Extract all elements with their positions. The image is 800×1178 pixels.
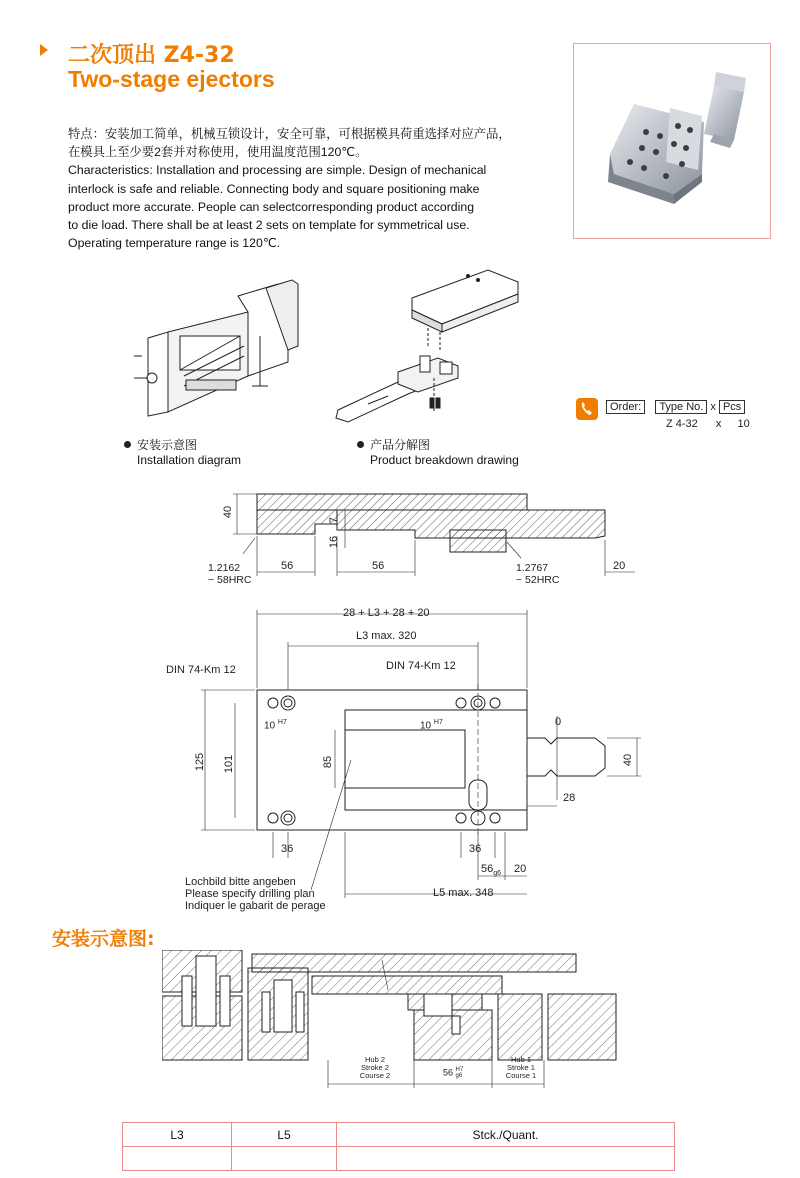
breakdown-caption-cn: 产品分解图 (370, 438, 431, 452)
quantity-table (122, 1122, 675, 1171)
top-dim-125: 125 (194, 752, 207, 772)
top-dim-36-right: 36 (469, 843, 482, 855)
top-dim-l3: L3 max. 320 (356, 630, 417, 642)
hub2-en: Stroke 2 (361, 1063, 389, 1072)
desc-cn-line: 在模具上至少要2套并对称使用，使用温度范围120℃。 (68, 145, 368, 160)
l3-input-cell[interactable] (123, 1147, 232, 1171)
breakdown-caption-en: Product breakdown drawing (370, 453, 519, 467)
drilling-note-de: Lochbild bitte angeben (185, 876, 296, 888)
top-dim-20: 20 (514, 863, 527, 875)
table-header-row (123, 1123, 675, 1147)
quant-input-cell[interactable] (337, 1147, 675, 1171)
order-row (606, 400, 745, 414)
title-arrow-icon (40, 44, 48, 56)
install-tol-h7: H7 (455, 1067, 464, 1073)
hub2-fr: Course 2 (359, 1071, 391, 1080)
top-dim-total: 28 + L3 + 28 + 20 (343, 607, 430, 619)
hub1-fr: Course 1 (505, 1071, 537, 1080)
install-dim-56 (443, 1067, 463, 1079)
top-dim-56-value: 56 (481, 863, 494, 875)
table-row (123, 1147, 675, 1171)
top-dim-56-tol: g6 (493, 870, 502, 878)
hub2-label (352, 1056, 398, 1080)
type-no-label: Type No. (655, 400, 707, 414)
side-dim-7: 7 (328, 516, 341, 524)
top-view-drawing (195, 600, 645, 900)
top-dim-l5: L5 max. 348 (433, 887, 494, 899)
title-cn: 二次顶出 Z4-32 (68, 43, 235, 68)
ejector-photo-icon (574, 44, 770, 238)
hub1-en: Stroke 1 (507, 1063, 535, 1072)
breakdown-caption (357, 438, 519, 468)
material-right-hrc: ~ 52HRC (516, 574, 560, 586)
desc-en-line: to die load. There shall be at least 2 sets on template for symmetrical use. (68, 218, 470, 233)
order-values (666, 418, 750, 430)
material-left-code: 1.2162 (208, 562, 241, 574)
description (68, 125, 528, 252)
product-photo (573, 43, 771, 239)
order-x: x (715, 418, 722, 430)
desc-en-line: Characteristics: Installation and processing are simple. Design of mechanical (68, 163, 487, 178)
bore-right-label (420, 719, 443, 731)
type-no-value: Z 4-32 (666, 418, 698, 430)
bore-left-label (264, 719, 287, 731)
desc-cn-line: 特点：安装加工简单，机械互锁设计，安全可靠，可根据模具荷重选择对应产品， (68, 127, 511, 141)
desc-en-line: interlock is safe and reliable. Connecting body and square positioning make (68, 181, 480, 196)
side-view-drawing (195, 480, 635, 590)
phone-icon (576, 398, 598, 420)
installation-caption (124, 438, 241, 468)
installation-caption-cn: 安装示意图 (137, 438, 198, 452)
install-tol-g6: g6 (455, 1073, 463, 1079)
hub1-de: Hub 1 (510, 1055, 531, 1064)
install-section-title: 安装示意图: (52, 928, 155, 950)
side-dim-56-mid: 56 (372, 560, 385, 572)
top-dim-56 (481, 863, 501, 877)
side-dim-16: 16 (328, 535, 341, 549)
material-left (208, 562, 251, 586)
drilling-note-fr: Indiquer le gabarit de perage (185, 900, 326, 912)
hub2-de: Hub 2 (364, 1055, 385, 1064)
top-dim-36-left: 36 (281, 843, 294, 855)
bullet-icon (357, 441, 364, 448)
col-header-l5: L5 (232, 1123, 337, 1147)
side-dim-56-left: 56 (281, 560, 294, 572)
bore-right-value: 10 (420, 720, 432, 732)
desc-en-line: product more accurate. People can selectcorresponding product according (68, 199, 475, 214)
material-right-code: 1.2767 (516, 562, 549, 574)
top-dim-40: 40 (622, 753, 635, 767)
pcs-label: Pcs (719, 400, 745, 414)
installation-caption-en: Installation diagram (137, 453, 242, 467)
bullet-icon (124, 441, 131, 448)
install-dim-56-value: 56 (443, 1067, 454, 1078)
installation-diagram (128, 276, 308, 436)
l5-input-cell[interactable] (232, 1147, 337, 1171)
din-right-label: DIN 74-Km 12 (386, 660, 456, 672)
top-dim-0: 0 (555, 716, 562, 728)
desc-en-line: Operating temperature range is 120℃. (68, 236, 281, 251)
drilling-note-en: Please specify drilling plan (185, 888, 315, 900)
order-x: x (710, 401, 716, 413)
top-dim-85: 85 (322, 755, 335, 769)
material-left-hrc: ~ 58HRC (208, 574, 252, 586)
side-dim-20: 20 (613, 560, 626, 572)
hub1-label (498, 1056, 544, 1080)
bore-left-value: 10 (264, 720, 276, 732)
bore-right-tol: H7 (433, 719, 443, 726)
material-right (516, 562, 559, 586)
top-dim-101: 101 (223, 754, 236, 774)
drilling-note (185, 876, 326, 912)
bore-left-tol: H7 (277, 719, 287, 726)
din-left-label: DIN 74-Km 12 (166, 664, 236, 676)
col-header-quant: Stck./Quant. (337, 1123, 675, 1147)
top-dim-28: 28 (563, 792, 576, 804)
breakdown-drawing (328, 262, 528, 432)
order-label: Order: (606, 400, 645, 414)
side-dim-40: 40 (222, 505, 235, 519)
col-header-l3: L3 (123, 1123, 232, 1147)
pcs-value: 10 (737, 418, 750, 430)
title-en: Two-stage ejectors (68, 66, 275, 92)
